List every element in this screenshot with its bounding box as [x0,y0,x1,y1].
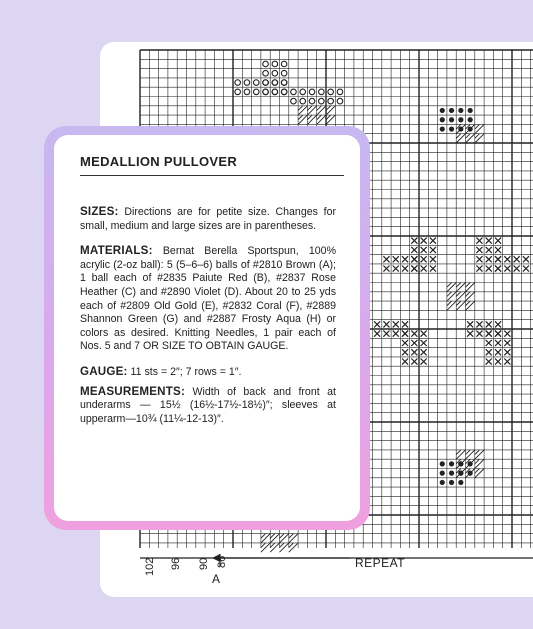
row-number-96: 96 [170,557,182,570]
materials-label: MATERIALS: [80,244,153,258]
sizes-text: Directions are for petite size. Changes for small, medium and large sizes are in parentheses. [80,206,336,232]
row-number-102: 102 [144,557,156,576]
sizes-section [80,205,336,233]
sizes-label: SIZES: [80,205,119,218]
measurements-text: Width of back and front at underarms — 15½ (16½-17½-18½)″; sleeves at upperarm—10¾ (11¼-12-13)″. [80,385,336,425]
gauge-label: GAUGE: [80,364,128,378]
row-number-86: 86 [216,555,228,568]
materials-section [80,244,336,354]
repeat-label: REPEAT [355,556,406,570]
marker-label-a: A [212,572,221,586]
row-number-90: 90 [198,557,210,570]
gauge-section [80,365,336,380]
gauge-text: 11 sts = 2″; 7 rows = 1″. [130,365,242,378]
materials-text: Bernat Berella Sportspun, 100% acrylic (2-oz ball): 5 (5–6–6) balls of #2810 Brown (A); 1 ball each of #2835 Paiute Red (B), #2837 Rose Heather (C) and #2890 Violet (D). About 20 to 25 yds each of #2809 Old Gold (E), #2832 Coral (F), #2889 Shannon Green (G) and #2887 Frosty Aqua (H) or colors as desired. Knitting Needles, 1 pair each of Nos. 5 and 7 OR SIZE TO OBTAIN GAUGE. [80,245,336,353]
measurements-label: MEASUREMENTS: [80,384,186,398]
pattern-instructions [80,150,336,426]
measurements-section [80,385,336,427]
pattern-title: MEDALLION PULLOVER [80,150,344,176]
